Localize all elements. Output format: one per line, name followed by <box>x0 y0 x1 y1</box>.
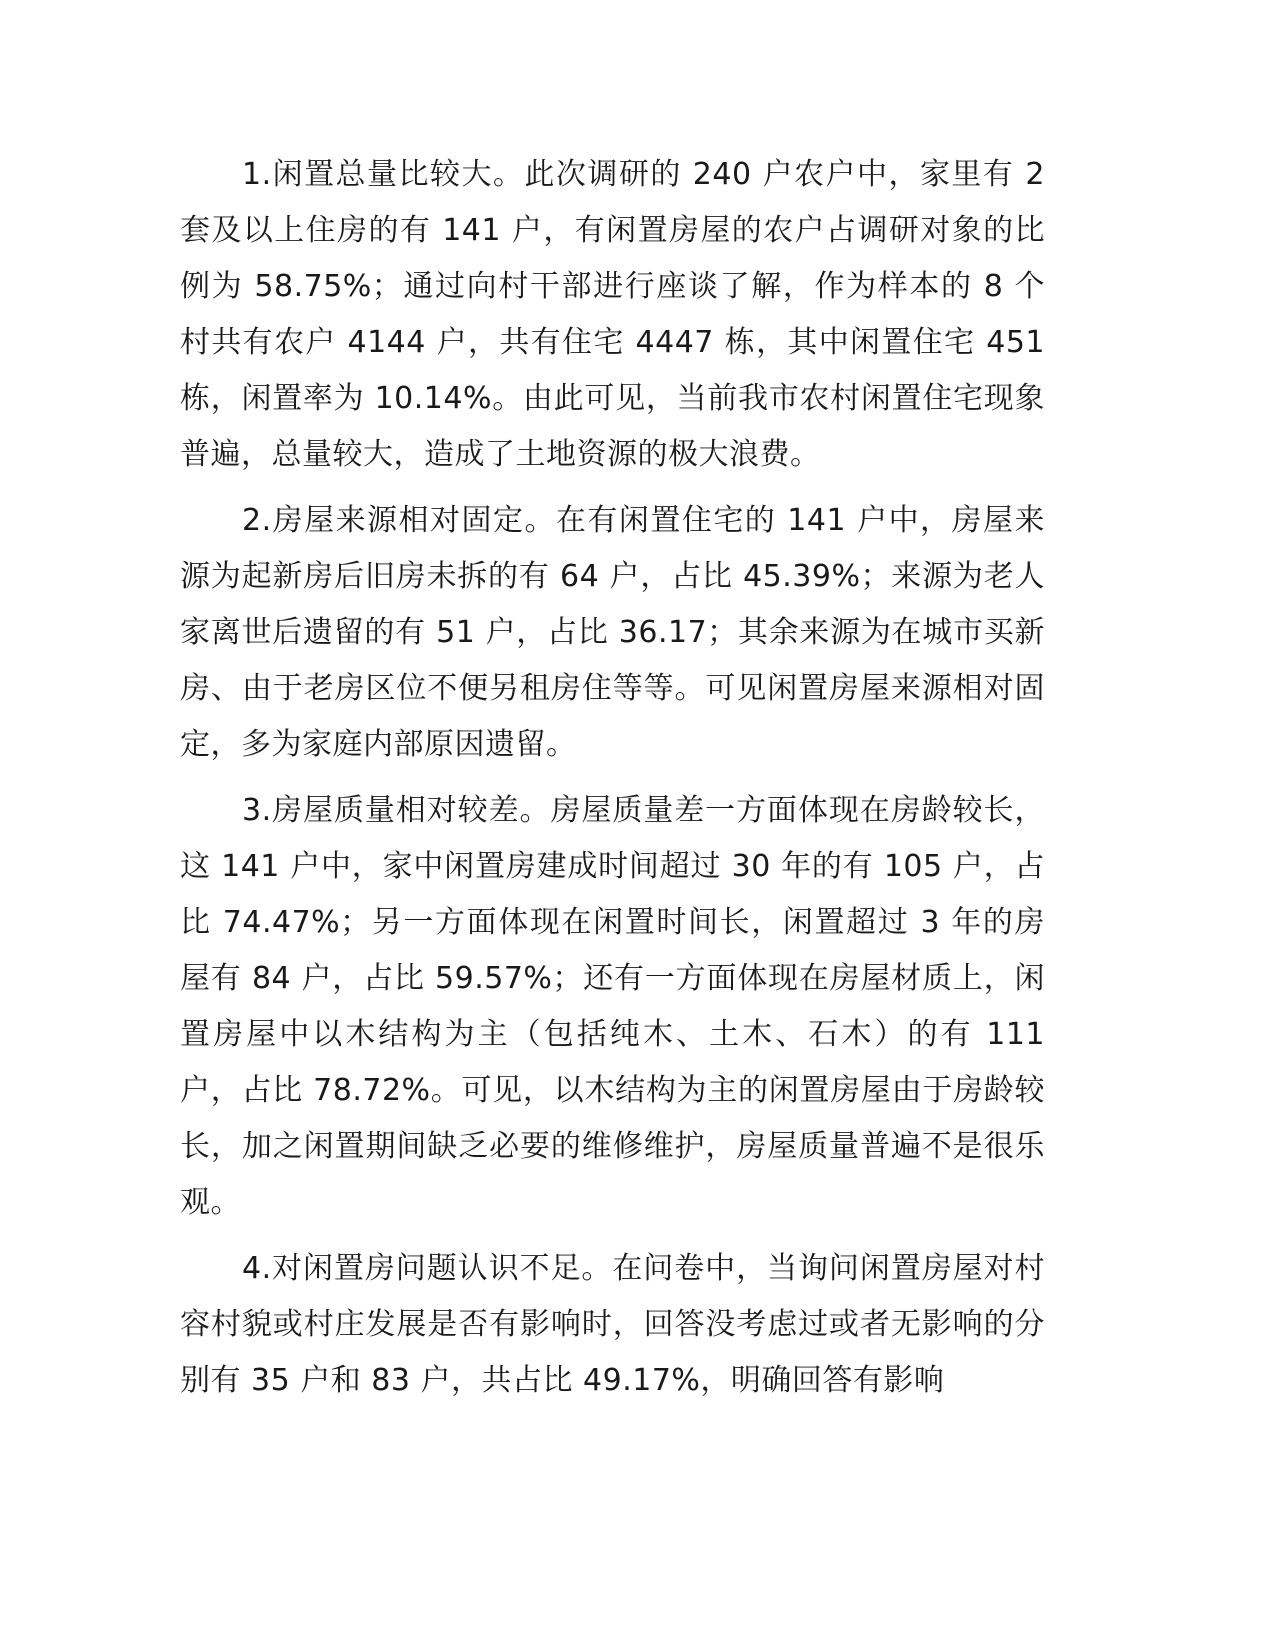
paragraph-1: 1.闲置总量比较大。此次调研的 240 户农户中，家里有 2 套及以上住房的有 141 户，有闲置房屋的农户占调研对象的比例为 58.75%；通过向村干部进行座谈了解，作为样本的 8 个村共有农户 4144 户，共有住宅 4447 栋，其中闲置住宅 451 栋，闲置率为 10.14%。由此可见，当前我市农村闲置住宅现象普遍，总量较大，造成了土地资源的极大浪费。 <box>180 157 1045 472</box>
paragraph-4: 4.对闲置房问题认识不足。在问卷中，当询问闲置房屋对村容村貌或村庄发展是否有影响时，回答没考虑过或者无影响的分别有 35 户和 83 户，共占比 49.17%，明确回答有影响 <box>180 1251 1045 1398</box>
paragraph-2: 2.房屋来源相对固定。在有闲置住宅的 141 户中，房屋来源为起新房后旧房未拆的有 64 户，占比 45.39%；来源为老人家离世后遗留的有 51 户，占比 36.17；其余来源为在城市买新房、由于老房区位不便另租房住等等。可见闲置房屋来源相对固定，多为家庭内部原因遗留。 <box>180 503 1045 762</box>
paragraph-3: 3.房屋质量相对较差。房屋质量差一方面体现在房龄较长，这 141 户中，家中闲置房建成时间超过 30 年的有 105 户，占比 74.47%；另一方面体现在闲置时间长，闲置超过 3 年的房屋有 84 户，占比 59.57%；还有一方面体现在房屋材质上，闲置房屋中以木结构为主（包括纯木、土木、石木）的有 111 户，占比 78.72%。可见，以木结构为主的闲置房屋由于房龄较长，加之闲置期间缺乏必要的维修维护，房屋质量普遍不是很乐观。 <box>180 793 1045 1220</box>
document-body <box>180 147 1045 1419</box>
